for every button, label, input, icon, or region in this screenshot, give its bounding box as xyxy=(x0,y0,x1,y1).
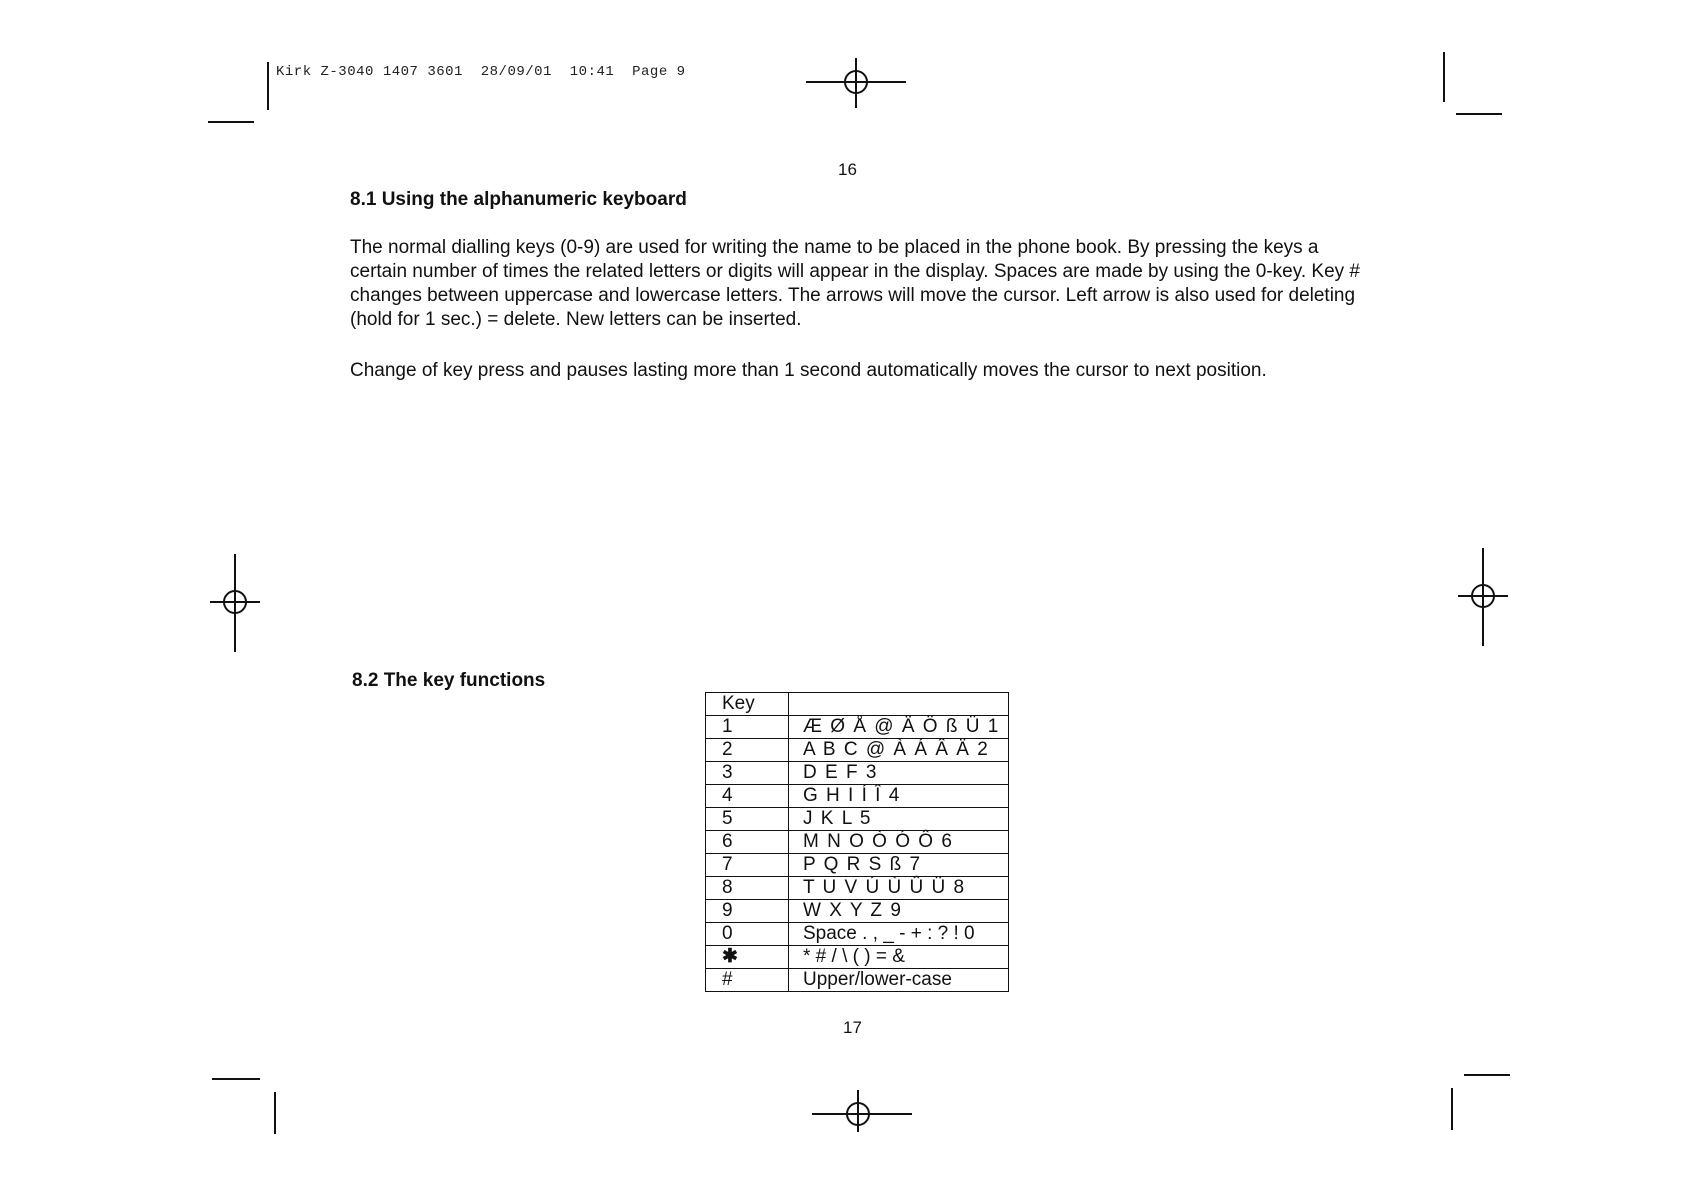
chars-cell: Æ Ø Å @ Ä Ö ß Ü 1 xyxy=(789,716,1009,739)
page-number-right: 17 xyxy=(843,1018,862,1037)
registration-mark xyxy=(210,552,260,652)
print-slug xyxy=(276,64,686,80)
registration-mark xyxy=(1458,546,1508,646)
header-chars xyxy=(789,693,1009,716)
page-number-left: 16 xyxy=(838,160,857,179)
chars-cell: J K L 5 xyxy=(789,808,1009,831)
key-cell: 2 xyxy=(706,739,789,762)
paragraph-cursor-move: Change of key press and pauses lasting more than 1 second automatically moves the cursor to next position. xyxy=(350,360,1267,381)
table-header-row xyxy=(706,693,1009,716)
slug-id: Kirk Z-3040 1407 3601 xyxy=(276,64,463,80)
registration-mark xyxy=(806,58,906,108)
key-cell: 4 xyxy=(706,785,789,808)
registration-mark xyxy=(812,1090,912,1140)
chars-cell: T U V Ú Ù Û Ü 8 xyxy=(789,877,1009,900)
chars-cell: M N O Ò Ó Ô 6 xyxy=(789,831,1009,854)
table-row xyxy=(706,808,1009,831)
key-cell: 0 xyxy=(706,923,789,946)
key-cell: 3 xyxy=(706,762,789,785)
chars-cell: A B C @ À Á Â Ä 2 xyxy=(789,739,1009,762)
table-row xyxy=(706,969,1009,992)
key-cell: # xyxy=(706,969,789,992)
table-row xyxy=(706,831,1009,854)
table-row xyxy=(706,900,1009,923)
slug-time: 10:41 xyxy=(569,64,615,80)
chars-cell: P Q R S ß 7 xyxy=(789,854,1009,877)
key-cell: 7 xyxy=(706,854,789,877)
chars-cell: G H I Í Î 4 xyxy=(789,785,1009,808)
table-row xyxy=(706,923,1009,946)
section-heading-8-1: 8.1 Using the alphanumeric keyboard xyxy=(350,189,687,210)
slug-date: 28/09/01 xyxy=(480,64,552,80)
chars-cell: Space . , _ - + : ? ! 0 xyxy=(789,923,1009,946)
crop-mark xyxy=(1456,113,1502,115)
slug-page: Page 9 xyxy=(632,64,686,80)
key-cell: 8 xyxy=(706,877,789,900)
table-row xyxy=(706,854,1009,877)
table-row xyxy=(706,877,1009,900)
key-functions-table xyxy=(705,692,1009,992)
chars-cell: W X Y Z 9 xyxy=(789,900,1009,923)
key-cell: 9 xyxy=(706,900,789,923)
table-row xyxy=(706,739,1009,762)
key-cell: 5 xyxy=(706,808,789,831)
chars-cell: D E F 3 xyxy=(789,762,1009,785)
crop-mark xyxy=(212,1078,260,1080)
chars-cell: * # / \ ( ) = & xyxy=(789,946,1009,969)
section-heading-8-2: 8.2 The key functions xyxy=(352,670,546,691)
key-cell-star: ✱ xyxy=(706,946,789,969)
crop-mark xyxy=(1464,1074,1510,1076)
table-row xyxy=(706,946,1009,969)
table-row xyxy=(706,785,1009,808)
key-cell: 1 xyxy=(706,716,789,739)
table-row xyxy=(706,716,1009,739)
crop-mark xyxy=(267,62,269,110)
paragraph-keyboard-usage: The normal dialling keys (0-9) are used for writing the name to be placed in the phone book. By pressing the keys a certain number of times the related letters or digits will appear in the display. Spaces are made by using the 0-key. Key # changes between uppercase and lowercase letters. The arrows will move the cursor. Left arrow is also used for deleting (hold for 1 sec.) = delete. New letters can be inserted. xyxy=(350,237,1360,330)
crop-mark xyxy=(1443,52,1445,102)
header-key: Key xyxy=(706,693,789,716)
crop-mark xyxy=(208,121,254,123)
table-row xyxy=(706,762,1009,785)
crop-mark xyxy=(1451,1088,1453,1130)
chars-cell: Upper/lower-case xyxy=(789,969,1009,992)
key-cell: 6 xyxy=(706,831,789,854)
crop-mark xyxy=(274,1092,276,1134)
